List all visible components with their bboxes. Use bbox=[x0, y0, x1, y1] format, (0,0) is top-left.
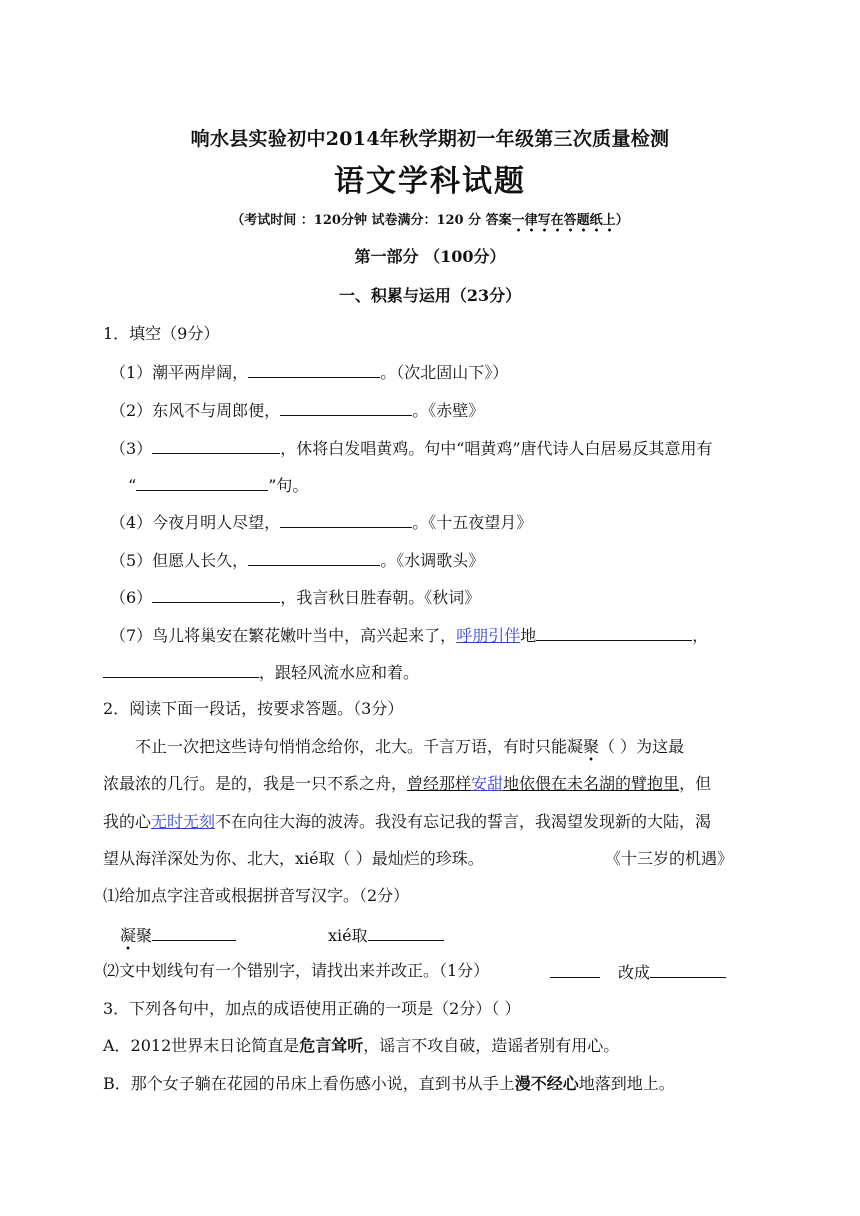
answer-blank[interactable] bbox=[650, 960, 726, 978]
q1-item-7: （7）鸟儿将巢安在繁花嫩叶当中，高兴起来了，呼朋引伴地 ， bbox=[110, 623, 708, 647]
q1-item-3-cont: “ ”句。 bbox=[128, 473, 308, 497]
exam-note bbox=[0, 210, 860, 232]
q2-passage-line-2: 浓最浓的几行。是的，我是一只不系之舟，曾经那样安甜地依偎在未名湖的臂抱里，但 bbox=[103, 774, 712, 793]
answer-blank[interactable] bbox=[152, 585, 280, 603]
q1-heading: 1．填空（9分） bbox=[103, 324, 220, 343]
answer-blank[interactable] bbox=[368, 923, 444, 941]
q1-item-4: （4）今夜月明人尽望， 。《十五夜望月》 bbox=[110, 510, 532, 534]
section-one-title: 一、积累与运用（23分） bbox=[338, 286, 522, 305]
q1-item-7-cont: ，跟轻风流水应和着。 bbox=[103, 660, 419, 684]
q1-item-1: （1）潮平两岸阔， 。（次北固山下》） bbox=[110, 360, 508, 384]
dotted-char: 凝 bbox=[120, 925, 136, 951]
subject-title: 语文学科试题 bbox=[334, 164, 526, 199]
q2-heading: 2．阅读下面一段话，按要求答题。（3分） bbox=[103, 699, 404, 718]
q1-item-6: （6） ，我言秋日胜春朝。《秋词》 bbox=[110, 585, 480, 609]
q3-option-a[interactable]: A．2012世界末日论简直是危言耸听，谣言不攻自破，造谣者别有用心。 bbox=[103, 1036, 620, 1055]
link-hupengyinban[interactable]: 呼朋引伴 bbox=[456, 626, 521, 645]
answer-blank[interactable] bbox=[248, 548, 380, 566]
q3-option-b[interactable]: B．那个女子躺在花园的吊床上看伤感小说，直到书从手上漫不经心地落到地上。 bbox=[103, 1074, 675, 1093]
answer-blank[interactable] bbox=[280, 510, 412, 528]
school-title: 响水县实验初中2014年秋学期初一年级第三次质量检测 bbox=[190, 128, 670, 150]
q2-passage-line-1: 不止一次把这些诗句悄悄念给你，北大。千言万语，有时只能凝聚（ ）为这最 bbox=[135, 736, 684, 762]
answer-blank[interactable] bbox=[550, 960, 600, 978]
part-one-title: 第一部分 （100分） bbox=[354, 247, 506, 266]
answer-blank[interactable] bbox=[103, 660, 259, 678]
idiom-weiyansongting: 危言耸听 bbox=[299, 1036, 364, 1055]
answer-blank[interactable] bbox=[280, 398, 412, 416]
answer-blank[interactable] bbox=[536, 623, 692, 641]
exam-note-suffix: ） bbox=[615, 213, 629, 228]
q3-heading: 3．下列各句中，加点的成语使用正确的一项是（2分）（ ） bbox=[103, 999, 521, 1018]
q1-item-5: （5）但愿人长久， 。《水调歌头》 bbox=[110, 548, 484, 572]
q2-passage-line-3: 我的心无时无刻不在向往大海的波涛。我没有忘记我的誓言，我渴望发现新的大陆，渴 bbox=[103, 812, 712, 831]
answer-blank[interactable] bbox=[152, 436, 280, 454]
q2-passage-line-4: 望从海洋深处为你、北大，xié取（ ）最灿烂的珍珠。 bbox=[103, 849, 484, 868]
q1-item-2: （2）东风不与周郎便， 。《赤壁》 bbox=[110, 398, 484, 422]
link-wushiwuke[interactable]: 无时无刻 bbox=[151, 812, 216, 831]
q2-sub1-answer-a: 凝聚 bbox=[120, 923, 236, 951]
q2-sub1: ⑴给加点字注音或根据拼音写汉字。（2分） bbox=[103, 886, 410, 905]
q2-source: 《十三岁的机遇》 bbox=[605, 849, 734, 868]
q1-item-3: （3） ，休将白发唱黄鸡。句中“唱黄鸡”唐代诗人白居易反其意用有 bbox=[110, 436, 713, 460]
exam-note-emphasis: 一律写在答题纸上 bbox=[512, 213, 616, 233]
q2-sub2-answer: 改成 bbox=[550, 960, 726, 984]
idiom-manbujingxin: 漫不经心 bbox=[514, 1074, 579, 1093]
dotted-char: 聚 bbox=[583, 736, 599, 762]
link-antian[interactable]: 安甜 bbox=[471, 774, 504, 793]
answer-blank[interactable] bbox=[152, 923, 236, 941]
q2-sub1-answer-b: xié取 bbox=[328, 923, 444, 947]
answer-blank[interactable] bbox=[136, 473, 268, 491]
exam-note-prefix: （考试时间 ：120分钟 试卷满分：120 分 答案 bbox=[231, 213, 512, 228]
q2-sub2: ⑵文中划线句有一个错别字，请找出来并改正。（1分） bbox=[103, 961, 490, 980]
answer-blank[interactable] bbox=[248, 360, 380, 378]
